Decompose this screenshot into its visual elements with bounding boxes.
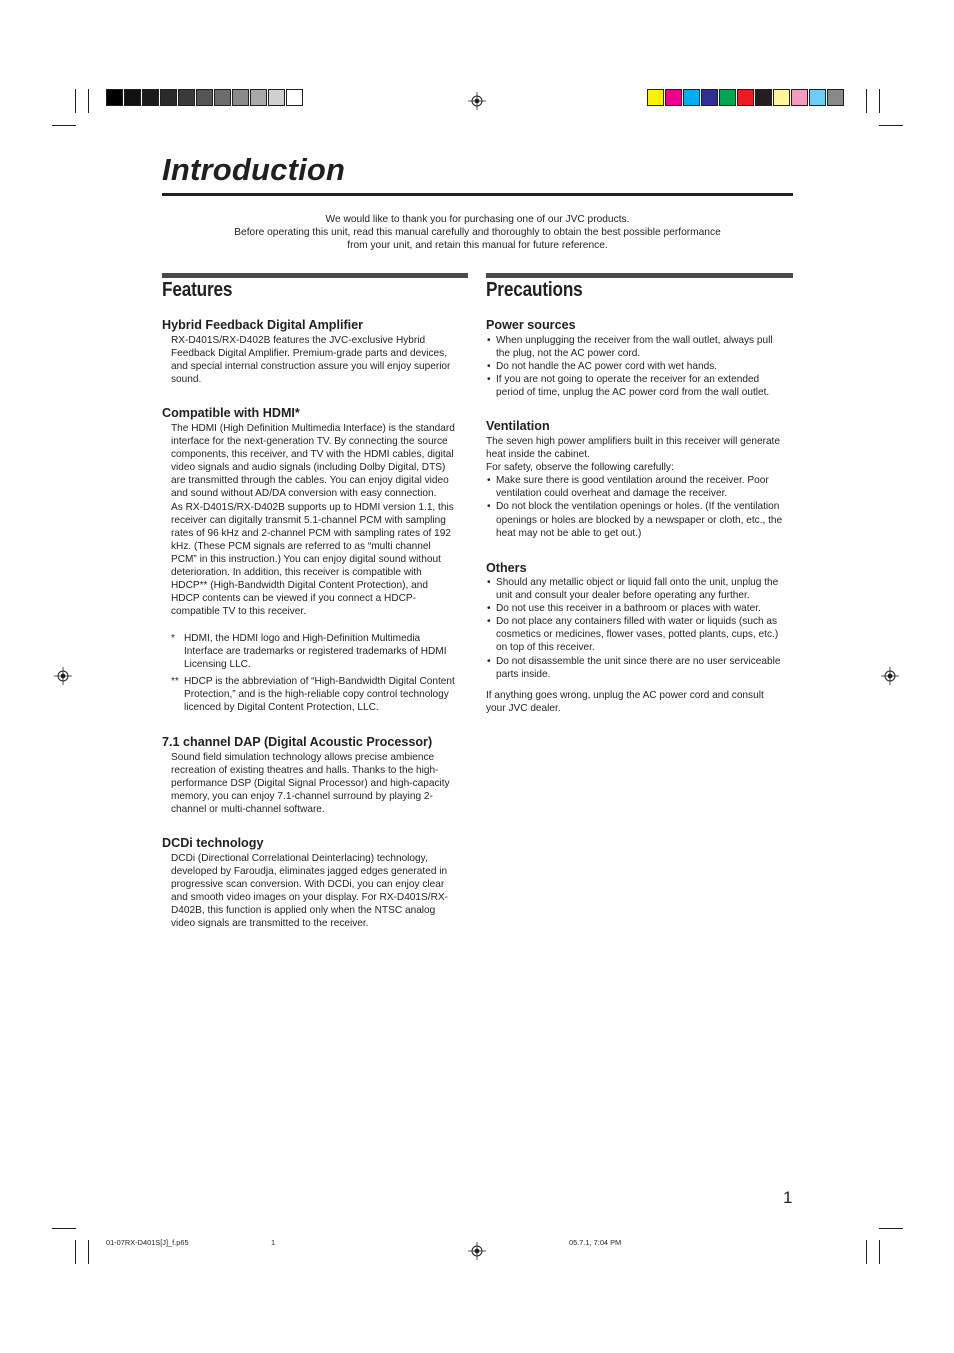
page-number: 1 <box>783 1188 793 1207</box>
text-line: kHz. (These PCM signals are referred to as “multi channel <box>171 540 431 552</box>
list-item <box>487 373 773 399</box>
intro-line: from your unit, and retain this manual for future reference. <box>347 240 608 251</box>
text-line: the plug, not the AC power cord. <box>496 348 641 360</box>
text-line: HDCP contents can be viewed if you connect a HDCP- <box>171 593 416 605</box>
color-swatch <box>719 89 736 106</box>
text-line: • Make sure there is good ventilation around the receiver. Poor <box>496 475 769 487</box>
color-swatch <box>701 89 718 106</box>
others-heading: Others <box>486 561 527 575</box>
color-swatch <box>755 89 772 106</box>
text-line: are transmitted through the cables. You can enjoy digital video <box>171 475 449 487</box>
text-line: For safety, observe the following carefully: <box>486 462 674 474</box>
text-line: progressive scan conversion. With DCDi, you can enjoy clear <box>171 879 445 891</box>
text-line: recreation of existing theatres and halls. Thanks to the high- <box>171 765 439 777</box>
text-line: deterioration. In addition, this receiver is compatible with <box>171 567 422 579</box>
hdmi-heading: Compatible with HDMI* <box>162 406 300 420</box>
ventilation-heading: Ventilation <box>486 419 550 433</box>
text-line: performance DSP (Digital Signal Processor) and high-capacity <box>171 778 450 790</box>
features-section-bar <box>162 273 468 278</box>
dap-text <box>171 751 450 816</box>
list-item <box>487 360 773 373</box>
text-line: openings or holes are blocked by a newspaper or cloth, etc., the <box>496 514 783 526</box>
hdmi-text <box>171 422 455 618</box>
dcdi-heading: DCDi technology <box>162 836 264 850</box>
text-line: receiver can digitally transmit 5.1-channel PCM with sampling <box>171 514 446 526</box>
text-line: video signals and audio signals (including Dolby Digital, DTS) <box>171 462 446 474</box>
text-line: components, this receiver, and TV with the HDMI cables, digital <box>171 449 454 461</box>
list-item <box>487 602 780 615</box>
dcdi-text <box>171 852 448 931</box>
color-swatch <box>791 89 808 106</box>
note-marker: ** <box>171 676 179 687</box>
text-line: The HDMI (High Definition Multimedia Interface) is the standard <box>171 423 455 434</box>
color-swatch <box>142 89 159 106</box>
registration-target-icon <box>54 667 72 685</box>
intro-text <box>162 213 793 252</box>
text-line: compatible TV to this receiver. <box>171 606 307 618</box>
text-line: Interface are trademarks or registered trademarks of HDMI <box>184 646 447 658</box>
note-marker: * <box>171 633 175 644</box>
others-closing <box>486 689 764 715</box>
text-line: • Do not block the ventilation openings or holes. (If the ventilation <box>496 501 780 513</box>
color-swatch <box>773 89 790 106</box>
text-line: licenced by Digital Content Protection, LLC. <box>184 702 379 714</box>
crop-mark <box>52 125 76 126</box>
text-line: • Do not place any containers filled with water or liquids (such as <box>496 616 778 628</box>
crop-mark <box>866 1240 867 1264</box>
crop-mark <box>879 89 880 113</box>
crop-mark <box>879 1240 880 1264</box>
text-line: heat inside the cabinet. <box>486 449 590 461</box>
crop-mark <box>52 1228 76 1229</box>
text-line: on top of this receiver. <box>496 642 595 654</box>
text-line: rates of 96 kHz and 2-channel PCM with sampling rates of 192 <box>171 527 451 539</box>
text-line: • Should any metallic object or liquid fall onto the unit, unplug the <box>496 577 779 588</box>
text-line: • Do not handle the AC power cord with wet hands. <box>496 361 718 373</box>
power-sources-list <box>487 334 773 399</box>
text-line: DCDi (Directional Correlational Deinterlacing) technology, <box>171 853 428 864</box>
text-line: ventilation could overheat and damage the receiver. <box>496 488 728 500</box>
color-swatch <box>250 89 267 106</box>
text-line: • When unplugging the receiver from the wall outlet, always pull <box>496 335 773 346</box>
intro-line: Before operating this unit, read this manual carefully and thoroughly to obtain the best possible performance <box>234 227 721 238</box>
crop-mark <box>75 1240 76 1264</box>
text-line: • Do not use this receiver in a bathroom or places with water. <box>496 603 761 615</box>
color-swatch <box>827 89 844 106</box>
dap-heading: 7.1 channel DAP (Digital Acoustic Processor) <box>162 735 433 749</box>
text-line: and special internal construction assure you will enjoy superior <box>171 361 451 373</box>
registration-target-icon <box>881 667 899 685</box>
others-list <box>487 576 780 681</box>
text-line: period of time, unplug the AC power cord from the wall outlet. <box>496 387 770 399</box>
color-swatch <box>178 89 195 106</box>
registration-target-icon <box>468 1242 486 1260</box>
text-line: As RX-D401S/RX-D402B supports up to HDMI version 1.1, this <box>171 501 454 513</box>
grayscale-color-bar <box>106 89 304 106</box>
text-line: Sound field simulation technology allows precise ambience <box>171 752 435 763</box>
text-line: • If you are not going to operate the receiver for an extended <box>496 374 760 386</box>
intro-line: We would like to thank you for purchasing one of our JVC products. <box>325 214 630 225</box>
text-line: The seven high power amplifiers built in this receiver will generate <box>486 436 780 447</box>
crop-mark <box>88 1240 89 1264</box>
color-swatch <box>106 89 123 106</box>
text-line: D402B, this function is applied only when the NTSC analog <box>171 905 436 917</box>
text-line: If anything goes wrong, unplug the AC power cord and consult <box>486 690 764 701</box>
process-color-bar <box>647 89 845 106</box>
crop-mark <box>88 89 89 113</box>
text-line: heat may not be able to get out.) <box>496 527 642 539</box>
list-item <box>487 655 780 681</box>
text-line: • Do not disassemble the unit since there are no user serviceable <box>496 655 781 667</box>
list-item <box>487 474 782 500</box>
hybrid-amplifier-heading: Hybrid Feedback Digital Amplifier <box>162 318 364 332</box>
crop-mark <box>879 125 903 126</box>
precautions-section-bar <box>486 273 793 278</box>
color-swatch <box>268 89 285 106</box>
registration-target-icon <box>468 92 486 110</box>
color-swatch <box>737 89 754 106</box>
power-sources-heading: Power sources <box>486 318 576 332</box>
text-line: sound. <box>171 374 202 386</box>
color-swatch <box>683 89 700 106</box>
text-line: and smooth video images on your display. For RX-D401S/RX- <box>171 892 448 904</box>
page-title: Introduction <box>162 152 346 187</box>
list-item <box>487 334 773 360</box>
hybrid-amplifier-text <box>171 334 450 386</box>
crop-mark <box>879 1228 903 1229</box>
color-swatch <box>232 89 249 106</box>
text-line: memory, you can enjoy 7.1-channel surround by playing 2- <box>171 791 433 803</box>
color-swatch <box>647 89 664 106</box>
text-line: HDCP** (High-Bandwidth Digital Content Protection), and <box>171 580 428 592</box>
text-line: interface for the next-generation TV. By connecting the source <box>171 436 448 448</box>
text-line: channel or multi-channel software. <box>171 804 325 816</box>
text-line: HDMI, the HDMI logo and High-Definition Multimedia <box>184 633 421 644</box>
text-line: Licensing LLC. <box>184 659 251 671</box>
precautions-heading: Precautions <box>486 279 583 301</box>
hdcp-note <box>171 675 455 714</box>
text-line: parts inside. <box>496 668 551 680</box>
color-swatch <box>196 89 213 106</box>
text-line: video signals are transmitted to the receiver. <box>171 918 369 930</box>
footer-date: 05.7.1, 7:04 PM <box>569 1238 622 1247</box>
color-swatch <box>214 89 231 106</box>
text-line: RX-D401S/RX-D402B features the JVC-exclusive Hybrid <box>171 335 426 346</box>
color-swatch <box>286 89 303 106</box>
list-item <box>487 576 780 602</box>
crop-mark <box>75 89 76 113</box>
features-heading: Features <box>162 279 233 301</box>
color-swatch <box>665 89 682 106</box>
text-line: PCM” in this instruction.) You can enjoy digital sound without <box>171 553 441 565</box>
text-line: Feedback Digital Amplifier. Premium-grade parts and devices, <box>171 348 448 360</box>
color-swatch <box>124 89 141 106</box>
list-item <box>487 500 782 539</box>
color-swatch <box>809 89 826 106</box>
ventilation-text <box>486 435 782 540</box>
text-line: Protection,” and is the high-reliable copy control technology <box>184 689 449 701</box>
text-line: unit and consult your dealer before operating any further. <box>496 590 750 602</box>
text-line: cosmetics or medicines, flower vases, potted plants, cups, etc.) <box>496 629 779 641</box>
list-item <box>487 615 780 654</box>
text-line: HDCP is the abbreviation of “High-Bandwidth Digital Content <box>184 676 455 687</box>
color-swatch <box>160 89 177 106</box>
footer-page: 1 <box>271 1238 276 1247</box>
text-line: and sound without AD/DA conversion with easy connection. <box>171 488 437 500</box>
footer-file-name: 01-07RX-D401S[J]_f.p65 <box>106 1238 189 1247</box>
crop-mark <box>866 89 867 113</box>
text-line: your JVC dealer. <box>486 703 561 715</box>
hdmi-trademark-note <box>171 632 447 671</box>
title-rule <box>162 193 793 196</box>
text-line: developed by Faroudja, eliminates jagged edges generated in <box>171 866 448 878</box>
